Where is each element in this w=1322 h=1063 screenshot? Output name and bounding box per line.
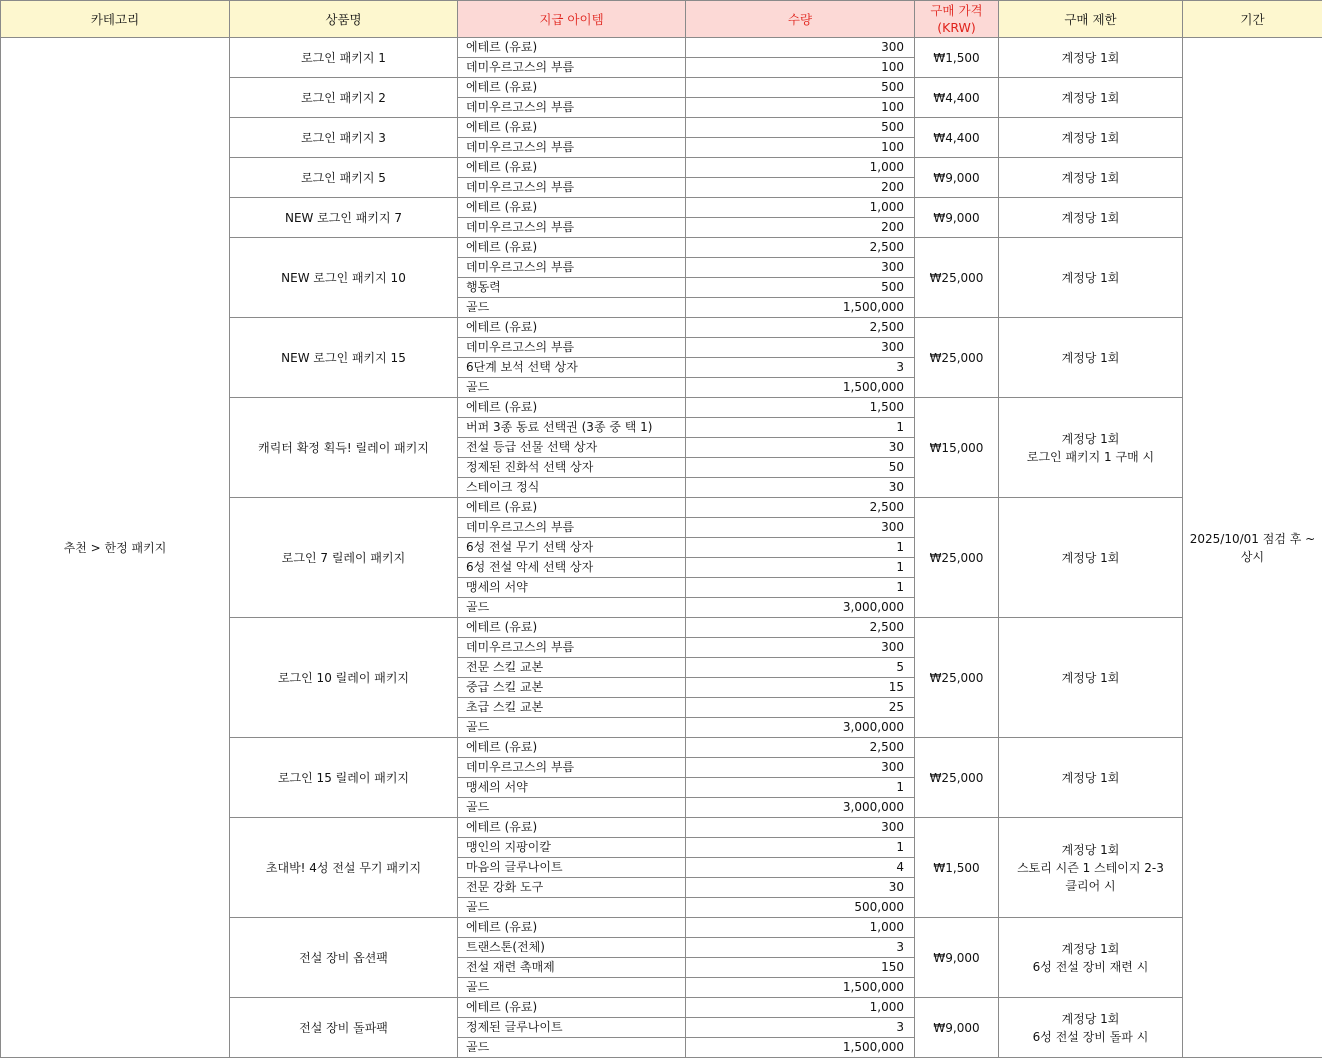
product-name: NEW 로그인 패키지 10 (230, 238, 458, 318)
item-name: 에테르 (유료) (458, 78, 686, 98)
item-quantity: 1,000 (686, 158, 915, 178)
product-name: 전설 장비 돌파팩 (230, 998, 458, 1058)
item-quantity: 25 (686, 698, 915, 718)
item-quantity: 300 (686, 818, 915, 838)
price-cell: ₩1,500 (915, 818, 999, 918)
limit-line: 계정당 1회 (1061, 1011, 1120, 1026)
limit-line: 계정당 1회 (1061, 350, 1120, 365)
item-name: 골드 (458, 598, 686, 618)
limit-cell (999, 238, 1183, 318)
item-name: 전문 스킬 교본 (458, 658, 686, 678)
item-name: 에테르 (유료) (458, 318, 686, 338)
item-name: 골드 (458, 298, 686, 318)
price-cell: ₩9,000 (915, 158, 999, 198)
item-quantity: 500,000 (686, 898, 915, 918)
item-name: 데미우르고스의 부름 (458, 178, 686, 198)
limit-line: 계정당 1회 (1061, 941, 1120, 956)
item-name: 트랜스톤(전체) (458, 938, 686, 958)
item-name: 에테르 (유료) (458, 398, 686, 418)
limit-cell (999, 118, 1183, 158)
limit-cell (999, 818, 1183, 918)
item-name: 에테르 (유료) (458, 618, 686, 638)
item-name: 에테르 (유료) (458, 38, 686, 58)
price-cell: ₩25,000 (915, 618, 999, 738)
limit-line: 계정당 1회 (1061, 670, 1120, 685)
item-name: 전설 등급 선물 선택 상자 (458, 438, 686, 458)
item-quantity: 2,500 (686, 238, 915, 258)
price-cell: ₩1,500 (915, 38, 999, 78)
item-quantity: 1 (686, 578, 915, 598)
limit-cell (999, 498, 1183, 618)
product-name: 로그인 10 릴레이 패키지 (230, 618, 458, 738)
item-name: 에테르 (유료) (458, 238, 686, 258)
item-name: 버퍼 3종 동료 선택권 (3종 중 택 1) (458, 418, 686, 438)
item-name: 맹세의 서약 (458, 778, 686, 798)
header-items: 지급 아이템 (458, 1, 686, 38)
item-quantity: 1,500,000 (686, 1038, 915, 1058)
limit-line: 로그인 패키지 1 구매 시 (1026, 449, 1155, 464)
item-name: 정제된 글루나이트 (458, 1018, 686, 1038)
item-quantity: 1,000 (686, 918, 915, 938)
limit-cell (999, 618, 1183, 738)
item-quantity: 1 (686, 558, 915, 578)
item-quantity: 2,500 (686, 498, 915, 518)
item-name: 에테르 (유료) (458, 498, 686, 518)
limit-cell (999, 918, 1183, 998)
price-cell: ₩4,400 (915, 118, 999, 158)
product-name: 로그인 패키지 2 (230, 78, 458, 118)
item-name: 전설 재련 촉매제 (458, 958, 686, 978)
limit-cell (999, 78, 1183, 118)
price-cell: ₩4,400 (915, 78, 999, 118)
item-quantity: 1 (686, 838, 915, 858)
limit-line: 계정당 1회 (1061, 431, 1120, 446)
item-name: 맹인의 지팡이칼 (458, 838, 686, 858)
item-quantity: 15 (686, 678, 915, 698)
item-name: 정제된 진화석 선택 상자 (458, 458, 686, 478)
limit-cell (999, 198, 1183, 238)
price-cell: ₩25,000 (915, 318, 999, 398)
item-name: 골드 (458, 1038, 686, 1058)
limit-line: 계정당 1회 (1061, 50, 1120, 65)
item-name: 에테르 (유료) (458, 118, 686, 138)
product-name: NEW 로그인 패키지 7 (230, 198, 458, 238)
limit-line: 6성 전설 장비 돌파 시 (1032, 1029, 1149, 1044)
item-quantity: 1,500,000 (686, 378, 915, 398)
limit-cell (999, 738, 1183, 818)
item-name: 6성 전설 무기 선택 상자 (458, 538, 686, 558)
header-row (1, 1, 1322, 38)
item-quantity: 1 (686, 418, 915, 438)
item-name: 데미우르고스의 부름 (458, 518, 686, 538)
price-cell: ₩25,000 (915, 238, 999, 318)
item-name: 데미우르고스의 부름 (458, 138, 686, 158)
header-quantity: 수량 (686, 1, 915, 38)
item-name: 에테르 (유료) (458, 818, 686, 838)
item-quantity: 1,500,000 (686, 978, 915, 998)
limit-cell (999, 158, 1183, 198)
item-name: 초급 스킬 교본 (458, 698, 686, 718)
header-product: 상품명 (230, 1, 458, 38)
item-quantity: 1,500,000 (686, 298, 915, 318)
header-limit: 구매 제한 (999, 1, 1183, 38)
product-name: NEW 로그인 패키지 15 (230, 318, 458, 398)
item-name: 스테이크 정식 (458, 478, 686, 498)
item-quantity: 3,000,000 (686, 798, 915, 818)
item-name: 데미우르고스의 부름 (458, 338, 686, 358)
item-quantity: 2,500 (686, 738, 915, 758)
item-quantity: 3 (686, 938, 915, 958)
item-quantity: 30 (686, 878, 915, 898)
product-name: 초대박! 4성 전설 무기 패키지 (230, 818, 458, 918)
limit-line: 스토리 시즌 1 스테이지 2-3 (1017, 860, 1164, 875)
item-quantity: 1,000 (686, 998, 915, 1018)
item-name: 6단계 보석 선택 상자 (458, 358, 686, 378)
item-quantity: 3 (686, 358, 915, 378)
limit-line: 계정당 1회 (1061, 90, 1120, 105)
item-name: 골드 (458, 378, 686, 398)
item-name: 에테르 (유료) (458, 738, 686, 758)
item-quantity: 1,000 (686, 198, 915, 218)
table-row (1, 38, 1322, 58)
item-name: 데미우르고스의 부름 (458, 218, 686, 238)
item-name: 에테르 (유료) (458, 158, 686, 178)
item-quantity: 1 (686, 778, 915, 798)
period-cell: 2025/10/01 점검 후 ~ 상시 (1183, 38, 1322, 1058)
header-price-line1: 구매 가격 (930, 3, 983, 18)
item-quantity: 200 (686, 178, 915, 198)
item-quantity: 1 (686, 538, 915, 558)
item-quantity: 500 (686, 278, 915, 298)
price-cell: ₩9,000 (915, 198, 999, 238)
product-name: 로그인 7 릴레이 패키지 (230, 498, 458, 618)
limit-line: 계정당 1회 (1061, 170, 1120, 185)
item-name: 에테르 (유료) (458, 998, 686, 1018)
header-period: 기간 (1183, 1, 1322, 38)
product-name: 로그인 15 릴레이 패키지 (230, 738, 458, 818)
item-quantity: 100 (686, 98, 915, 118)
category-cell: 추천 > 한정 패키지 (1, 38, 230, 1058)
item-quantity: 30 (686, 438, 915, 458)
limit-line: 계정당 1회 (1061, 770, 1120, 785)
item-quantity: 100 (686, 138, 915, 158)
item-quantity: 300 (686, 758, 915, 778)
item-quantity: 300 (686, 38, 915, 58)
price-cell: ₩9,000 (915, 998, 999, 1058)
limit-cell (999, 38, 1183, 78)
limit-line: 6성 전설 장비 재련 시 (1032, 959, 1149, 974)
item-name: 6성 전설 악세 선택 상자 (458, 558, 686, 578)
price-cell: ₩25,000 (915, 738, 999, 818)
limit-line: 계정당 1회 (1061, 210, 1120, 225)
price-cell: ₩25,000 (915, 498, 999, 618)
price-cell: ₩15,000 (915, 398, 999, 498)
limit-line: 클리어 시 (1065, 878, 1116, 893)
item-quantity: 100 (686, 58, 915, 78)
product-name: 로그인 패키지 1 (230, 38, 458, 78)
item-quantity: 500 (686, 118, 915, 138)
limit-cell (999, 998, 1183, 1058)
item-name: 골드 (458, 898, 686, 918)
limit-line: 계정당 1회 (1061, 270, 1120, 285)
item-quantity: 300 (686, 518, 915, 538)
item-name: 중급 스킬 교본 (458, 678, 686, 698)
limit-cell (999, 318, 1183, 398)
limit-line: 계정당 1회 (1061, 550, 1120, 565)
item-name: 에테르 (유료) (458, 918, 686, 938)
item-quantity: 3,000,000 (686, 718, 915, 738)
item-quantity: 500 (686, 78, 915, 98)
item-name: 데미우르고스의 부름 (458, 758, 686, 778)
item-quantity: 300 (686, 338, 915, 358)
item-name: 골드 (458, 798, 686, 818)
limit-line: 계정당 1회 (1061, 842, 1120, 857)
item-quantity: 1,500 (686, 398, 915, 418)
item-quantity: 5 (686, 658, 915, 678)
item-name: 데미우르고스의 부름 (458, 58, 686, 78)
item-quantity: 200 (686, 218, 915, 238)
product-name: 로그인 패키지 3 (230, 118, 458, 158)
item-name: 에테르 (유료) (458, 198, 686, 218)
item-name: 골드 (458, 978, 686, 998)
item-name: 골드 (458, 718, 686, 738)
item-name: 행동력 (458, 278, 686, 298)
item-quantity: 30 (686, 478, 915, 498)
item-name: 전문 강화 도구 (458, 878, 686, 898)
limit-line: 계정당 1회 (1061, 130, 1120, 145)
item-quantity: 4 (686, 858, 915, 878)
header-price-line2: (KRW) (937, 20, 976, 35)
item-quantity: 2,500 (686, 618, 915, 638)
item-quantity: 3 (686, 1018, 915, 1038)
item-quantity: 2,500 (686, 318, 915, 338)
item-quantity: 150 (686, 958, 915, 978)
limit-cell (999, 398, 1183, 498)
item-name: 마음의 글루나이트 (458, 858, 686, 878)
price-cell: ₩9,000 (915, 918, 999, 998)
item-name: 데미우르고스의 부름 (458, 638, 686, 658)
item-quantity: 300 (686, 638, 915, 658)
item-quantity: 300 (686, 258, 915, 278)
product-name: 전설 장비 옵션팩 (230, 918, 458, 998)
item-name: 데미우르고스의 부름 (458, 258, 686, 278)
product-name: 로그인 패키지 5 (230, 158, 458, 198)
header-category: 카테고리 (1, 1, 230, 38)
item-name: 데미우르고스의 부름 (458, 98, 686, 118)
header-price (915, 1, 999, 38)
product-name: 캐릭터 확정 획득! 릴레이 패키지 (230, 398, 458, 498)
item-name: 맹세의 서약 (458, 578, 686, 598)
table-body (1, 38, 1322, 1058)
item-quantity: 3,000,000 (686, 598, 915, 618)
item-quantity: 50 (686, 458, 915, 478)
